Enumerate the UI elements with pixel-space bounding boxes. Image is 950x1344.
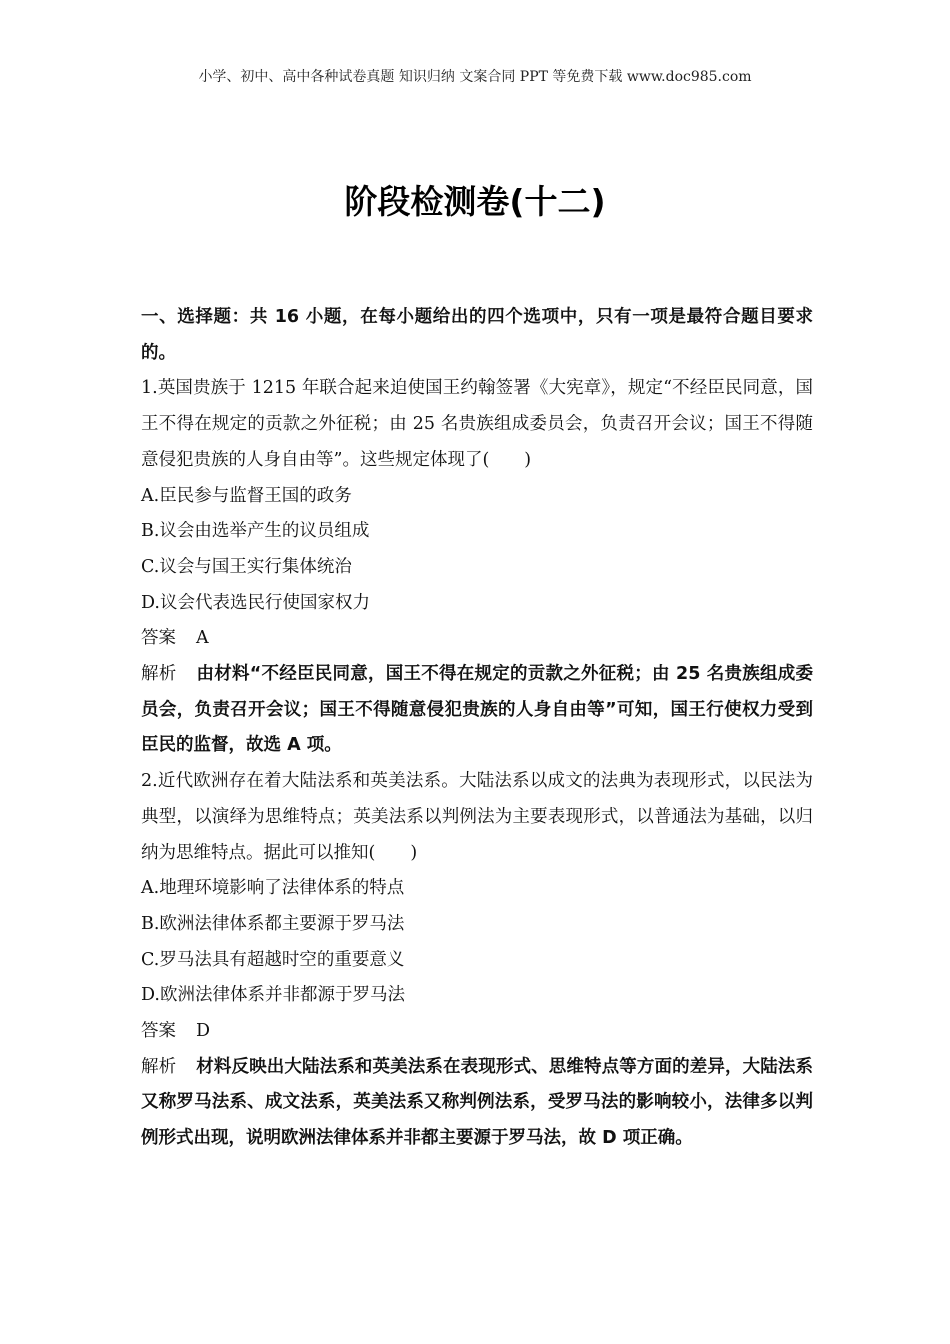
question-2-option-b: B.欧洲法律体系都主要源于罗马法 — [141, 913, 405, 934]
question-2-answer — [141, 1014, 813, 1050]
question-2-analysis — [141, 1050, 813, 1157]
analysis-label: 解析 — [141, 1056, 177, 1077]
exam-content — [141, 300, 813, 1157]
question-1-option-b: B.议会由选举产生的议员组成 — [141, 521, 370, 542]
analysis-text: 由材料“不经臣民同意，国王不得在规定的贡款之外征税；由 25 名贵族组成委员会，负责召开会议；国王不得随意侵犯贵族的人身自由等”可知，国王行使权力受到臣民的监督，故选 A 项。 — [141, 664, 813, 756]
question-2-option-c: C.罗马法具有超越时空的重要意义 — [141, 949, 405, 970]
question-2-stem: 2.近代欧洲存在着大陆法系和英美法系。大陆法系以成文的法典为表现形式，以民法为典型，以演绎为思维特点；英美法系以判例法为主要表现形式，以普通法为基础，以归纳为思维特点。据此可以推知( ) — [141, 771, 813, 863]
answer-value: A — [196, 628, 209, 649]
answer-label: 答案 — [141, 1021, 176, 1042]
question-2-option-d: D.欧洲法律体系并非都源于罗马法 — [141, 985, 405, 1006]
question-1-analysis — [141, 657, 813, 764]
analysis-label: 解析 — [141, 664, 177, 685]
analysis-text: 材料反映出大陆法系和英美法系在表现形式、思维特点等方面的差异，大陆法系又称罗马法系、成文法系，英美法系又称判例法系，受罗马法的影响较小，法律多以判例形式出现，说明欧洲法律体系并非都主要源于罗马法，故 D 项正确。 — [141, 1056, 813, 1149]
page-title: 阶段检测卷(十二) — [344, 182, 606, 221]
question-1-answer — [141, 621, 813, 657]
question-1-option-c: C.议会与国王实行集体统治 — [141, 556, 352, 577]
header-banner: 小学、初中、高中各种试卷真题 知识归纳 文案合同 PPT 等免费下载 www.doc985.com — [198, 69, 752, 85]
question-2-option-a: A.地理环境影响了法律体系的特点 — [141, 878, 405, 899]
question-1-option-a: A.臣民参与监督王国的政务 — [141, 485, 352, 506]
question-1-stem: 1.英国贵族于 1215 年联合起来迫使国王约翰签署《大宪章》，规定“不经臣民同意，国王不得在规定的贡款之外征税；由 25 名贵族组成委员会，负责召开会议；国王不得随意侵犯贵族的人身自由等”。这些规定体现了( ) — [141, 378, 813, 470]
question-1-option-d: D.议会代表选民行使国家权力 — [141, 592, 370, 613]
answer-value: D — [196, 1021, 211, 1042]
section-heading: 一、选择题：共 16 小题，在每小题给出的四个选项中，只有一项是最符合题目要求的。 — [141, 307, 813, 363]
answer-label: 答案 — [141, 628, 176, 649]
